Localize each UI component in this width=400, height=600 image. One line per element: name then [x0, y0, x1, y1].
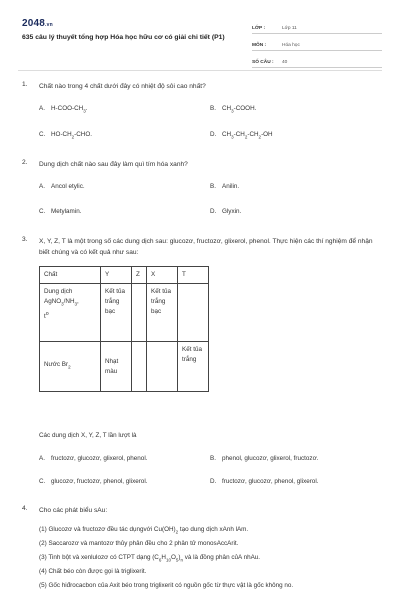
table-cell [132, 284, 147, 342]
question-number: 4. [22, 505, 28, 512]
q3-option-c[interactable]: C. glucozơ, fructozơ, phenol, glixerol. [39, 478, 148, 485]
statement: (5) Gốc hiđrocacbon của Axit béo trong triglixerit có nguồn gốc từ thực vật là gốc không no. [39, 582, 294, 589]
statement: (3) Tinh bột và xenlulozơ có CTPT dạng $(C_6H_{10}O_5)_n$ và là đồng phân củA nhAu. [39, 554, 261, 563]
meta-grade: LỚP : Lớp 11 [252, 19, 382, 34]
table-cell: Kết tủa trắng [178, 342, 209, 392]
meta-question-count: SỐ CÂU : 40 [252, 53, 382, 68]
question-text: X, Y, Z, T là một trong số các dung dịch sau: glucozơ, fructozơ, glixerol, phenol. Thực hiện các thí nghiệm để nhận biết chúng và có kết quả như sau: [39, 238, 373, 256]
table-cell: Nhạt màu [101, 342, 132, 392]
q1-option-d[interactable]: D. $CH_3-CH_2-CH_2-OH$ [210, 131, 273, 140]
document-meta [252, 19, 382, 70]
question-text: Dung dịch chất nào sau đây làm quì tím hóa xanh? [39, 161, 188, 168]
table-row [40, 342, 209, 392]
table-cell [147, 342, 178, 392]
site-logo[interactable]: 2048.vn [22, 18, 53, 29]
q2-option-c[interactable]: C. Metylamin. [39, 208, 82, 215]
table-cell [178, 284, 209, 342]
question-number: 1. [22, 81, 28, 88]
meta-subject: MÔN : Hóa học [252, 36, 382, 51]
table-cell [132, 342, 147, 392]
q2-option-b[interactable]: B. Anilin. [210, 183, 240, 190]
experiment-table [39, 266, 209, 392]
q3-option-d[interactable]: D. fructozơ, glucozơ, phenol, glixerol. [210, 478, 319, 485]
header-divider [18, 70, 382, 71]
table-row-label: Nước $Br_2$ [40, 342, 101, 392]
table-row-label: Dung dịch $AgNO_3/NH_3$, $t^o$ [40, 284, 101, 342]
table-header-cell: Z [132, 267, 147, 284]
table-header-cell: T [178, 267, 209, 284]
table-header-cell: Y [101, 267, 132, 284]
q1-option-b[interactable]: B. $CH_3$-COOH. [210, 105, 257, 114]
question-text: Chất nào trong 4 chất dưới đây có nhiệt độ sôi cao nhất? [39, 83, 206, 90]
q2-option-a[interactable]: A. Ancol etylic. [39, 183, 85, 190]
question-prompt: Các dung dịch X, Y, Z, T lần lượt là [39, 432, 137, 439]
q1-option-a[interactable]: A. $H-COO-CH_3$. [39, 105, 88, 114]
statement: (4) Chất béo còn được gọi là triglixerit. [39, 568, 147, 575]
q3-option-b[interactable]: B. phenol, glucozơ, glixerol, fructozơ. [210, 455, 319, 462]
q2-option-d[interactable]: D. Glyxin. [210, 208, 242, 215]
q3-option-a[interactable]: A. fructozơ, glucozơ, glixerol, phenol. [39, 455, 148, 462]
table-header-cell: X [147, 267, 178, 284]
table-header-row [40, 267, 209, 284]
header [0, 0, 400, 64]
table-cell: Kết tủa trắng bạc [101, 284, 132, 342]
document-title: 635 câu lý thuyết tổng hợp Hóa học hữu cơ có giải chi tiết (P1) [22, 34, 225, 41]
question-number: 3. [22, 236, 28, 243]
statement: (1) Glucozơ và fructozơ đều tác dụngvới $Cu(OH)_2$ tạo dung dịch xAnh lAm. [39, 526, 249, 535]
table-row [40, 284, 209, 342]
table-cell: Kết tủa trắng bạc [147, 284, 178, 342]
question-text: Cho các phát biểu sAu: [39, 507, 108, 514]
question-number: 2. [22, 159, 28, 166]
table-header-cell: Chất [40, 267, 101, 284]
q1-option-c[interactable]: C. $HO-CH_2$-CHO. [39, 131, 92, 140]
statement: (2) Saccarozơ và mantozơ thủy phân đều cho 2 phân tử monosAccArit. [39, 540, 239, 547]
